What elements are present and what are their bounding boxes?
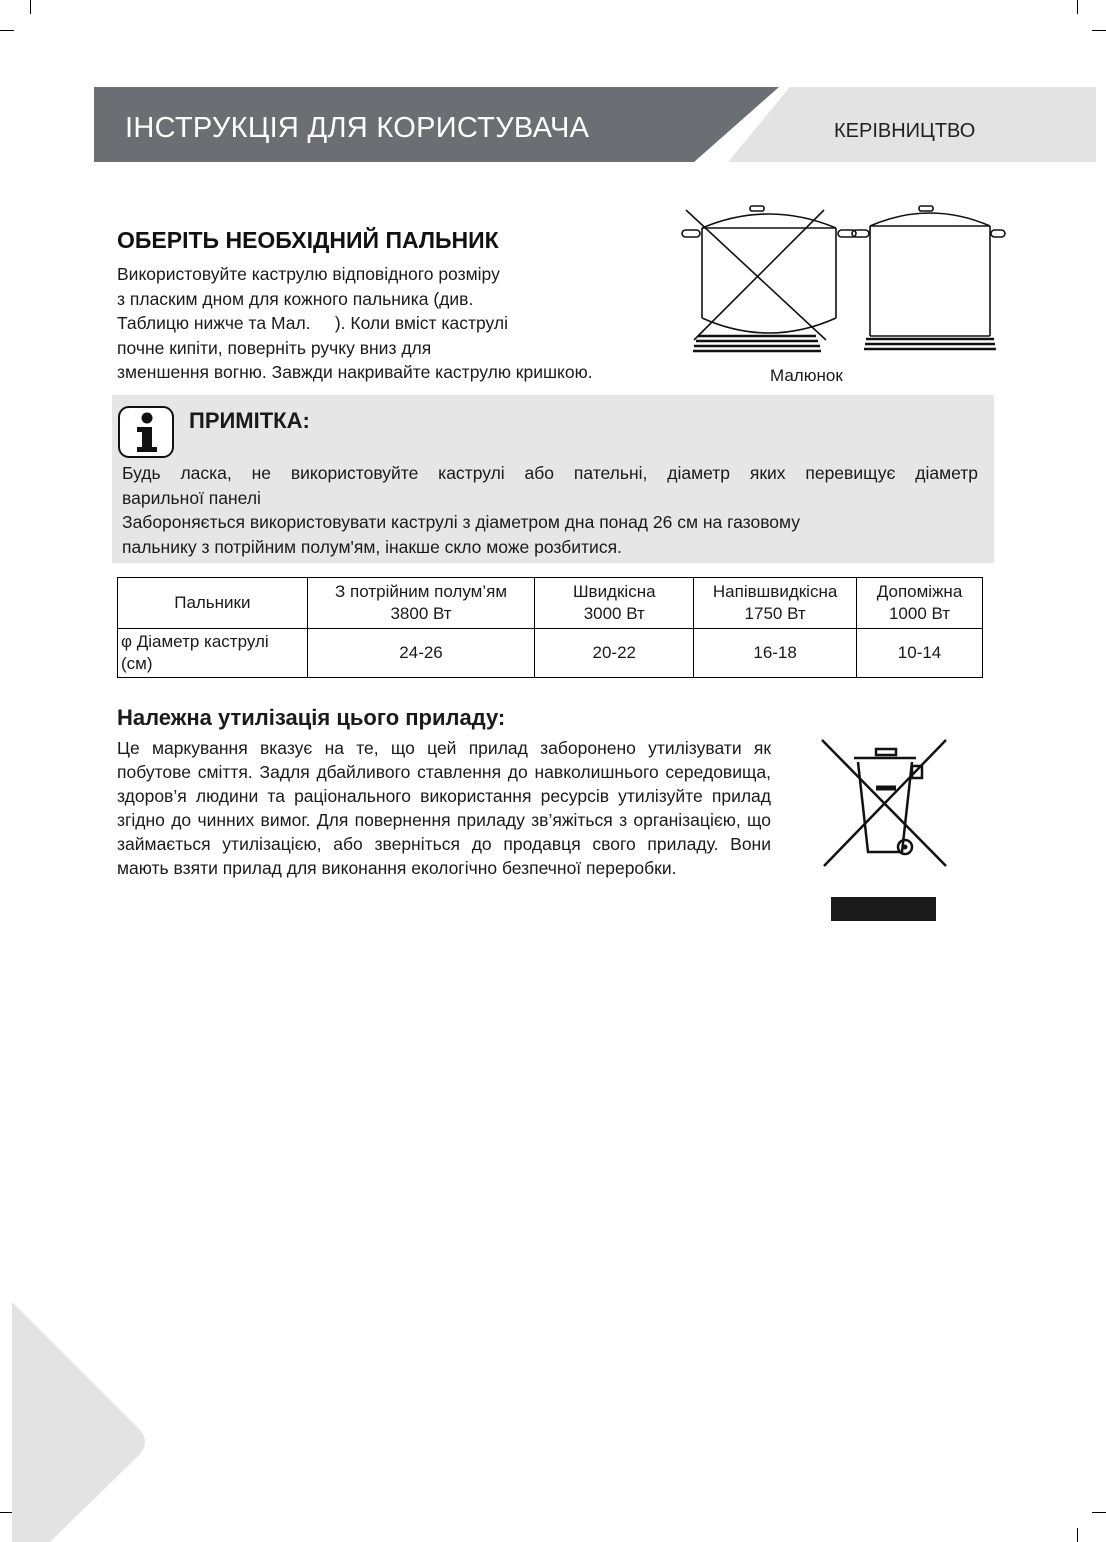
table-header-cell <box>535 578 694 629</box>
pot-wrong-icon <box>682 206 856 351</box>
text-line: Використовуйте каструлю відповідного розміру <box>117 264 500 284</box>
burner-name: Швидкісна <box>572 582 656 601</box>
table-cell: 16-18 <box>694 629 857 678</box>
header-title: ІНСТРУКЦІЯ ДЛЯ КОРИСТУВАЧА <box>125 112 590 144</box>
note-text: Забороняється використовувати каструлі з діаметром дна понад 26 см на газовому <box>122 512 801 532</box>
burner-power: 1750 Вт <box>744 604 806 623</box>
burner-section-text <box>117 262 593 385</box>
info-icon <box>117 405 179 461</box>
crop-mark <box>1077 0 1078 14</box>
text-line: з пласким дном для кожного пальника (див. <box>117 288 474 309</box>
figure-caption: Малюнок <box>770 366 843 385</box>
burner-table <box>117 577 983 678</box>
pot-size-illustration <box>676 198 1006 358</box>
note-title: ПРИМІТКА: <box>189 408 310 433</box>
table-header-cell <box>694 578 857 629</box>
table-cell: 20-22 <box>535 629 694 678</box>
table-header-cell <box>307 578 535 629</box>
corner-decoration <box>0 1302 150 1542</box>
table-cell: 10-14 <box>857 629 983 678</box>
crop-mark <box>1077 1528 1078 1542</box>
crop-mark <box>30 0 31 14</box>
table-header-row <box>118 578 983 629</box>
burner-power: 3000 Вт <box>583 604 645 623</box>
disposal-title: Належна утилізація цього приладу: <box>117 705 506 730</box>
note-text: пальнику з потрійним полум'ям, інакше скло може розбитися. <box>122 537 622 557</box>
note-text: варильної панелі <box>122 488 261 508</box>
burner-name: Напівшвидкісна <box>712 582 838 601</box>
burner-power: 1000 Вт <box>888 604 951 623</box>
text-line: Таблицю нижче та Мал. ). Коли вміст каструлі <box>117 313 508 334</box>
table-header-cell <box>857 578 983 629</box>
burner-name: З потрійним полум’ям <box>335 582 508 601</box>
burner-section-title: ОБЕРІТЬ НЕОБХІДНИЙ ПАЛЬНИК <box>117 227 499 253</box>
row-label-line: (см) <box>121 654 153 673</box>
header-section-label: КЕРІВНИЦТВО <box>834 120 976 142</box>
crop-mark <box>0 30 14 31</box>
burner-power: 3800 Вт <box>390 604 452 623</box>
text-line: почне кипіти, поверніть ручку вниз для <box>117 337 432 358</box>
table-row-label <box>118 629 308 678</box>
weee-bar <box>831 897 936 921</box>
crop-mark <box>1092 30 1106 31</box>
note-text: Будь ласка, не використовуйте каструлі або пательні, діаметр яких перевищує діаметр <box>122 463 978 483</box>
table-header-cell: Пальники <box>118 578 308 629</box>
text-line: зменшення вогню. Завжди накривайте каструлю кришкою. <box>117 362 593 383</box>
weee-crossed-bin-icon <box>816 736 951 871</box>
table-cell: 24-26 <box>307 629 535 678</box>
burner-name: Допоміжна <box>876 582 963 601</box>
row-label-line: φ Діаметр каструлі <box>121 632 269 651</box>
table-row <box>118 629 983 678</box>
crop-mark <box>1092 1512 1106 1513</box>
pot-correct-icon <box>852 206 1005 349</box>
disposal-text: Це маркування вказує на те, що цей прилад заборонено утилізувати як побутове сміття. Задля дбайливого ставлення до навколишнього середовища, здоров’я людини та раціонального використання ресурсів утилізуйте прилад згідно до чинних вимог. Для повернення приладу зв’яжіться з організацією, що займається утилізацією, або зверніться до продавця свого приладу. Вони мають взяти прилад для виконання екологічно безпечної переробки. <box>117 738 771 878</box>
